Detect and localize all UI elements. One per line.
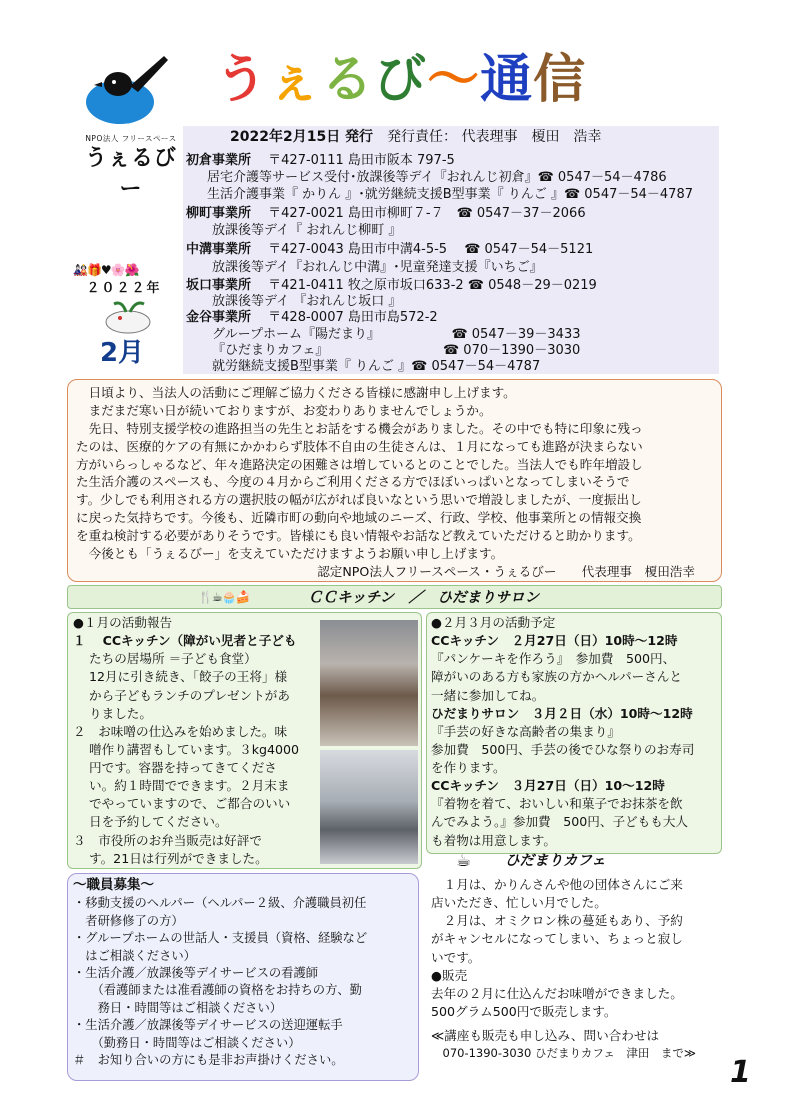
kitchen-icons: 🍴☕🧁🍰 [198, 590, 250, 604]
schedule-line: 障がいのある方も家族の方かヘルパーさんと [431, 669, 682, 685]
report-line: ３ 市役所のお弁当販売は好評で [73, 832, 262, 848]
report-line: い。約１時間でできます。２月末ま [89, 778, 290, 794]
report-heading: ●１月の活動報告 [73, 615, 173, 630]
cafe-text [431, 876, 721, 1062]
greeting-line: た生活介護のスペースも、今度の４月からご利用くださる方でほぼいっぱいとなってしまいそうで [76, 474, 630, 490]
office-service-line: 放課後等デイ『おれんじ中溝』･児童発達支援『いちご』 [212, 260, 543, 275]
january-report [73, 614, 321, 868]
office-nakamizo [186, 241, 593, 259]
office-address: 〒427-0043 島田市中溝4-5-5 ☎ 0547－54－5121 [268, 242, 594, 257]
greeting-line: まだまだ寒い日が続いておりますが、お変わりありませんでしょうか。 [76, 402, 492, 418]
report-line: す。21日は行列ができました。 [89, 850, 268, 866]
cafe-line: １月は、かりんさんや他の団体さんにご来 [431, 877, 683, 892]
cafe-line: ２月は、オミクロン株の蔓延もあり、予約 [431, 913, 683, 929]
schedule-line: ひだまりサロン ３月２日（水）10時～12時 [431, 705, 693, 721]
greeting-signature: 認定NPO法人フリースペース・うぇるびー 代表理事 榎田浩幸 [317, 563, 695, 579]
report-line: ２ お味噌の仕込みを始めました。味 [73, 723, 288, 739]
title-char: び [374, 49, 428, 110]
title-char: ～ [427, 49, 481, 110]
lunch-sale-photo [320, 750, 418, 864]
office-service-line: 放課後等デイ 『おれんじ坂口 』 [212, 294, 402, 309]
cafe-contact: 070-1390-3030 ひだまりカフェ 津田 まで≫ [431, 1046, 696, 1061]
schedule-line: CCキッチン ２月27日（日）10時～12時 [431, 633, 678, 649]
schedule [431, 614, 719, 850]
issue-header [230, 128, 602, 147]
cafe-line: ≪講座も販売も申し込み、問い合わせは [431, 1028, 660, 1043]
issue-date: 2022年2月15日 発行 [230, 129, 374, 145]
report-line: りました。 [89, 705, 152, 721]
office-address: 〒427-0111 島田市阪本 797-5 [268, 153, 455, 168]
office-address: 〒427-0021 島田市柳町７-７ ☎ 0547－37－2066 [268, 206, 586, 221]
report-line: 日を予約してください。 [89, 814, 228, 830]
greeting-line: 日頃より、当法人の活動にご理解ご協力くださる皆様に感謝申し上げます。 [76, 385, 516, 400]
responsible-person: 発行責任： 代表理事 榎田 浩幸 [387, 129, 602, 145]
section-bar [67, 585, 722, 609]
report-line: でやっていますので、ご都合のいい [89, 796, 291, 812]
kitchen-photo [320, 620, 418, 746]
office-hatsukura [186, 152, 455, 170]
schedule-heading: ●２月３月の活動予定 [431, 615, 556, 630]
title-char: う [215, 49, 269, 110]
report-line: １ CCキッチン（障がい児者と子ども [73, 633, 297, 649]
cafe-line: 去年の２月に仕込んだお味噌ができました。 [431, 985, 683, 1001]
schedule-line: CCキッチン ３月27日（日）10～12時 [431, 778, 665, 794]
report-line: から子どもランチのプレゼントがあ [89, 687, 290, 703]
report-line: たちの居場所 ＝子ども食堂） [89, 651, 257, 667]
recruit-line: ＃ お知り合いの方にも是非お声掛けください。 [73, 1053, 344, 1068]
recruit-line: ・生活介護／放課後等デイサービスの看護師 [73, 965, 319, 980]
logo-name: うぇるびー [84, 146, 177, 202]
cafe-line: がキャンセルになってしまい、ちょっと寂し [431, 931, 683, 947]
office-address: 〒428-0007 島田市島572-2 [268, 310, 438, 325]
greeting-line: 方がいらっしゃるなど、年々進路決定の困難さは増しているとのことでした。当法人でも昨年増設し [76, 456, 643, 472]
coffee-cup-icon: ☕ [456, 851, 472, 871]
office-service-line: 放課後等デイ『 おれんじ柳町 』 [212, 223, 402, 238]
recruit-line: はご相談ください） [73, 948, 196, 963]
calendar-month: 2月 [100, 338, 145, 368]
greeting-line: 今後とも「うぇるびー」を支えていただけますようお願い申し上げます。 [76, 545, 504, 561]
cafe-line: いです。 [431, 949, 481, 965]
schedule-line: 参加費 500円、手芸の後でひな祭りのお寿司 [431, 741, 695, 757]
schedule-line: 『手芸の好きな高齢者の集まり』 [431, 723, 620, 739]
page-number: 1 [730, 1055, 751, 1090]
cafe-title: ひだまりカフェ [505, 853, 606, 869]
snow-rabbit-icon [98, 298, 158, 334]
office-name: 坂口事業所 [186, 278, 252, 293]
calendar-badge [70, 280, 178, 372]
office-kanaya [186, 309, 438, 327]
schedule-line: 『パンケーキを作ろう』 参加費 500円、 [431, 651, 676, 667]
report-line: 円です。容器を持ってきてくださ [89, 760, 277, 775]
schedule-line: を作ります。 [431, 760, 506, 775]
title-char: 通 [480, 49, 534, 110]
title-char: ぇ [268, 49, 322, 110]
greeting-line: す。少しでも利用される方の選択肢の幅が広がれば良いなという思いで増設しましたが、一度振出し [76, 492, 642, 508]
schedule-line: んでみよう。』参加費 500円、子どもも大人 [431, 814, 689, 830]
recruit-line: ・移動支援のヘルパー（ヘルパー２級、介護職員初任 [73, 896, 367, 911]
office-name: 中溝事業所 [186, 242, 252, 257]
office-service-line: 生活介護事業『 かりん 』･就労継続支援B型事業『 りんご 』☎ 0547－54－4787 [207, 187, 693, 202]
schedule-line: 『着物を着て、おいしい和菓子でお抹茶を飲 [431, 796, 683, 812]
office-service-line: 居宅介護等サービス受付･放課後等デイ『おれんじ初倉』☎ 0547－54－4786 [207, 170, 667, 185]
office-name: 柳町事業所 [186, 206, 252, 221]
title-char: る [321, 49, 375, 110]
report-line: 12月に引き続き、「餃子の王将」様 [89, 669, 288, 685]
title-char: 信 [533, 49, 587, 110]
recruit-heading: ～職員募集～ [73, 877, 154, 893]
office-yanagimachi [186, 205, 586, 223]
recruit-line: 者研修修了の方） [73, 913, 184, 928]
cafe-line: 500グラム500円で販売します。 [431, 1003, 617, 1019]
recruit-line: 務日・時間等はご相談ください） [73, 1000, 283, 1015]
calendar-year: ２０２２年 [86, 281, 162, 296]
cafe-line: 店いただき、忙しい月でした。 [431, 895, 607, 911]
greeting-box [67, 379, 722, 582]
decoration-icons: 🎎🎁♥🌸🌺 [73, 263, 139, 277]
office-service-line: グループホーム『陽だまり』 ☎ 0547－39－3433 [212, 327, 581, 342]
greeting-line: を重ね検討する必要がありそうです。皆様にも良い情報やお話など教えていただけると助かります。 [76, 528, 641, 543]
greeting-line: たのは、医療的ケアの有無にかかわらず肢体不自由の生徒さんは、１月になっても進路が決まらない [76, 438, 643, 454]
office-address: 〒421-0411 牧之原市坂口633-2 ☎ 0548－29－0219 [268, 278, 597, 293]
office-name: 初倉事業所 [186, 153, 252, 168]
office-service-line: 就労継続支援B型事業『 りんご 』☎ 0547－54－4787 [212, 359, 541, 374]
schedule-line: も着物は用意します。 [431, 832, 556, 848]
greeting-line: に戻った気持ちです。今後も、近隣市町の動向や地域のニーズ、行政、学校、他事業所との情報交換 [76, 510, 642, 526]
recruit-line: （勤務日・時間等はご相談ください） [73, 1035, 301, 1050]
bird-icon [72, 48, 182, 138]
recruit-line: ・グループホームの世話人・支援員（資格、経験など [73, 931, 368, 946]
office-name: 金谷事業所 [186, 310, 252, 325]
logo-text [76, 134, 186, 205]
logo-sub: NPO法人 フリースペース [85, 134, 177, 143]
greeting-line: 先日、特別支援学校の進路担当の先生とお話をする機会がありました。その中でも特に印象に残っ [76, 420, 643, 436]
recruit [73, 876, 417, 1070]
report-line: 噌作り講習もしています。３kg4000 [89, 741, 300, 757]
recruit-line: ・生活介護／放課後等デイサービスの送迎運転手 [73, 1018, 343, 1033]
schedule-line: 一緒に参加してね。 [431, 687, 545, 703]
newsletter-title [215, 44, 586, 116]
recruit-line: （看護師または准看護師の資格をお持ちの方、勤 [73, 983, 362, 998]
office-service-line: 『ひだまりカフェ』 ☎ 070－1390－3030 [212, 343, 581, 358]
section-title: ＣＣキッチン ／ ひだまりサロン [308, 590, 539, 606]
cafe-line: ●販売 [431, 967, 468, 983]
